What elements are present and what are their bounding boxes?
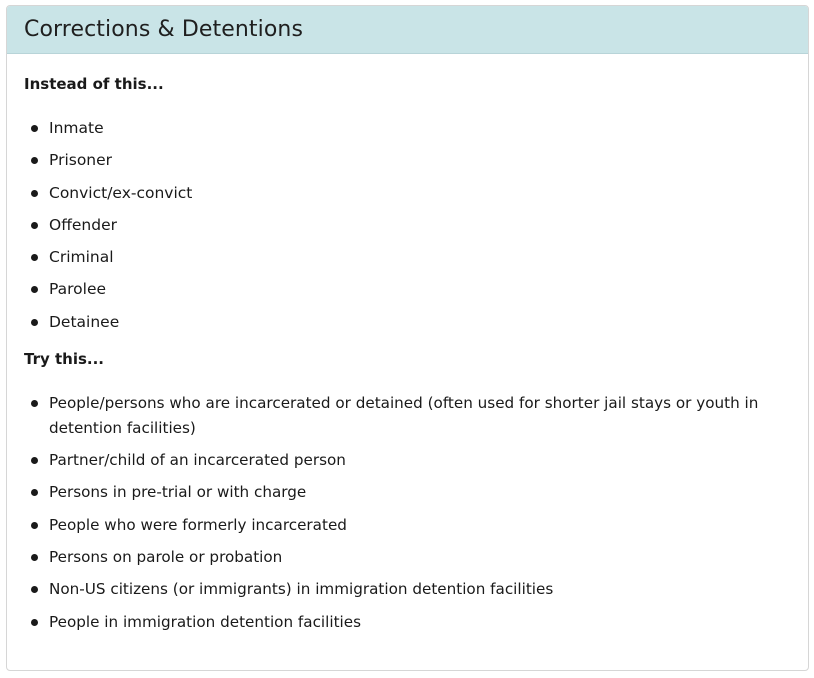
avoid-list xyxy=(24,116,791,334)
avoid-heading: Instead of this... xyxy=(24,75,164,93)
avoid-term-detainee: Detainee xyxy=(24,310,791,335)
try-term-partner-child: Partner/child of an incarcerated person xyxy=(24,448,791,473)
avoid-term-convict: Convict/ex-convict xyxy=(24,181,791,206)
try-term-formerly-incarcerated: People who were formerly incarcerated xyxy=(24,513,791,538)
avoid-term-offender: Offender xyxy=(24,213,791,238)
avoid-term-parolee: Parolee xyxy=(24,277,791,302)
try-term-parole-probation: Persons on parole or probation xyxy=(24,545,791,570)
avoid-term-criminal: Criminal xyxy=(24,245,791,270)
avoid-term-prisoner: Prisoner xyxy=(24,148,791,173)
card-body xyxy=(7,54,808,634)
card-header xyxy=(7,6,808,54)
terminology-card xyxy=(6,5,809,671)
try-term-non-us-citizens: Non-US citizens (or immigrants) in immigration detention facilities xyxy=(24,577,791,602)
try-term-pre-trial: Persons in pre-trial or with charge xyxy=(24,480,791,505)
avoid-term-inmate: Inmate xyxy=(24,116,791,141)
card-title: Corrections & Detentions xyxy=(24,17,304,42)
try-list xyxy=(24,391,791,634)
try-term-incarcerated-or-detained: People/persons who are incarcerated or detained (often used for shorter jail stays or youth in detention facilities) xyxy=(24,391,791,440)
try-heading: Try this... xyxy=(24,350,104,369)
try-term-immigration-detention: People in immigration detention facilities xyxy=(24,610,791,635)
